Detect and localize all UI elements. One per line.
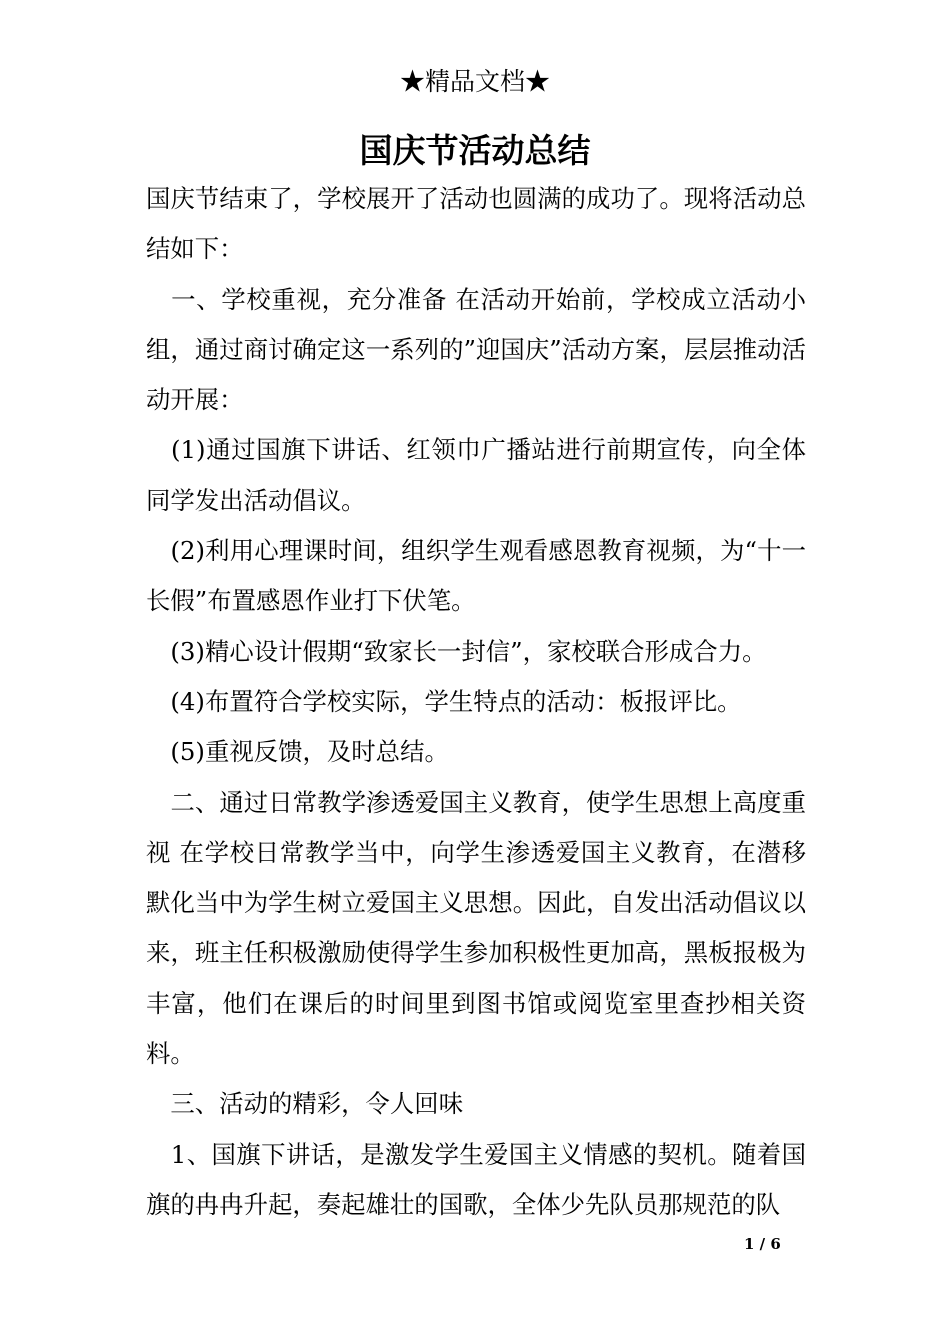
- paragraph-item-1: (1)通过国旗下讲话、红领巾广播站进行前期宣传，向全体同学发出活动倡议。: [146, 435, 806, 515]
- document-title: 国庆节活动总结: [359, 131, 591, 170]
- paragraph-section-1: 一、学校重视，充分准备 在活动开始前，学校成立活动小组，通过商讨确定这一系列的”迎国庆”活动方案，层层推动活动开展：: [146, 284, 806, 415]
- paragraph-item-2: (2)利用心理课时间，组织学生观看感恩教育视频，为“十一长假”布置感恩作业打下伏笔。: [146, 536, 806, 616]
- paragraph-item-5: (5)重视反馈，及时总结。: [146, 737, 449, 767]
- paragraph-section-3-item-1: 1、国旗下讲话，是激发学生爱国主义情感的契机。随着国旗的冉冉升起，奏起雄壮的国歌，全体少先队员那规范的队: [146, 1139, 806, 1219]
- paragraph-item-4: (4)布置符合学校实际，学生特点的活动：板报评比。: [146, 686, 742, 716]
- paragraph-intro: 国庆节结束了，学校展开了活动也圆满的成功了。现将活动总结如下：: [146, 184, 806, 264]
- document-body: [146, 174, 806, 1230]
- paragraph-item-3: (3)精心设计假期“致家长一封信”，家校联合形成合力。: [146, 636, 767, 666]
- paragraph-section-3: 三、活动的精彩，令人回味: [146, 1089, 464, 1119]
- paragraph-section-2: 二、通过日常教学渗透爱国主义教育，使学生思想上高度重视 在学校日常教学当中，向学生渗透爱国主义教育，在潜移默化当中为学生树立爱国主义思想。因此，自发出活动倡议以来，班主任积极激励使得学生参加积极性更加高，黑板报极为丰富，他们在课后的时间里到图书馆或阅览室里查抄相关资料。: [146, 787, 806, 1069]
- document-header-label: ★精品文档★: [399, 67, 550, 96]
- page-number: 1 / 6: [744, 1235, 781, 1253]
